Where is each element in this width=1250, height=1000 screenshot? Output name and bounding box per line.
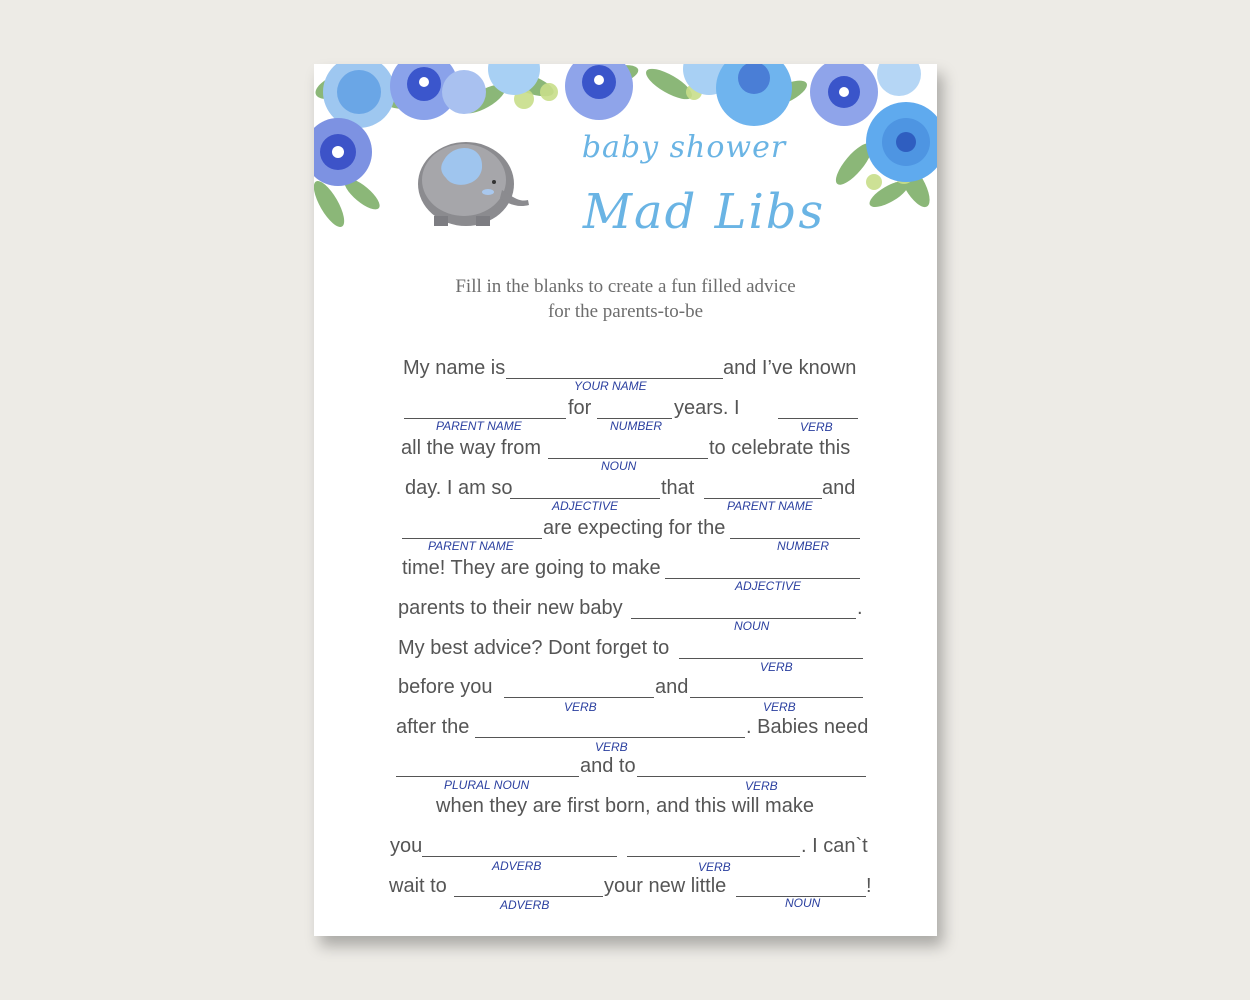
blank-label: ADVERB	[500, 898, 550, 912]
blank-label: PLURAL NOUN	[444, 778, 530, 792]
story-text: My name is	[403, 357, 506, 379]
story-text: day. I am so	[405, 477, 513, 499]
elephant-illustration	[414, 132, 532, 228]
story-text: that	[661, 477, 695, 499]
story-text: and to	[580, 755, 636, 777]
story-text: to celebrate this	[709, 437, 851, 459]
blank-label: PARENT NAME	[428, 539, 514, 553]
mad-libs-card	[314, 64, 937, 936]
page-title: Mad Libs	[582, 184, 826, 240]
story-text: and	[655, 676, 689, 698]
story-text: all the way from	[401, 437, 542, 459]
story-text: !	[866, 875, 872, 897]
subtitle-line-1: Fill in the blanks to create a fun filled advice	[455, 276, 796, 297]
story-text: My best advice? Dont forget to	[398, 637, 670, 659]
blank-label: NOUN	[601, 459, 637, 473]
story-text: you	[390, 835, 423, 857]
subtitle	[334, 274, 917, 324]
story-text: for	[568, 397, 592, 419]
story-text: parents to their new baby	[398, 597, 623, 619]
blank-label: NOUN	[785, 896, 821, 910]
blank-line[interactable]	[504, 697, 654, 698]
blank-label: VERB	[760, 660, 793, 674]
blank-label: NUMBER	[777, 539, 830, 553]
blank-label: ADVERB	[492, 859, 542, 873]
subtitle-line-2: for the parents-to-be	[547, 301, 704, 322]
blank-line[interactable]	[690, 697, 863, 698]
blank-line[interactable]	[778, 418, 858, 419]
blank-label: VERB	[800, 420, 833, 434]
story-text: years. I	[674, 397, 740, 419]
blank-line[interactable]	[637, 776, 866, 777]
story-text: .	[857, 597, 863, 619]
blank-label: VERB	[595, 740, 628, 754]
story-text: . Babies need	[746, 716, 869, 738]
blank-line[interactable]	[454, 896, 603, 897]
blank-line[interactable]	[396, 776, 579, 777]
blank-label: VERB	[763, 700, 796, 714]
blank-label: PARENT NAME	[727, 499, 813, 513]
blank-line[interactable]	[679, 658, 863, 659]
blank-line[interactable]	[475, 737, 745, 738]
blank-line[interactable]	[422, 856, 617, 857]
title-small: baby shower	[581, 130, 787, 165]
blank-label: ADJECTIVE	[735, 579, 802, 593]
blank-label: PARENT NAME	[436, 419, 522, 433]
blank-label: NOUN	[734, 619, 770, 633]
story-text: and	[822, 477, 856, 499]
story-text: time! They are going to make	[402, 557, 661, 579]
story-text: before you	[398, 676, 493, 698]
story-text: . I can`t	[801, 835, 868, 857]
story-text: wait to	[389, 875, 447, 897]
blank-label: ADJECTIVE	[552, 499, 619, 513]
story-text: your new little	[604, 875, 727, 897]
blank-label: VERB	[564, 700, 597, 714]
blank-label: VERB	[698, 860, 731, 874]
story-text: when they are first born, and this will make	[436, 795, 814, 817]
blank-label: NUMBER	[610, 419, 663, 433]
story-text: after the	[396, 716, 470, 738]
story-text: are expecting for the	[543, 517, 726, 539]
blank-label: YOUR NAME	[574, 379, 647, 393]
story-text: and I’ve known	[723, 357, 857, 379]
blank-line[interactable]	[627, 856, 800, 857]
blank-label: VERB	[745, 779, 778, 793]
